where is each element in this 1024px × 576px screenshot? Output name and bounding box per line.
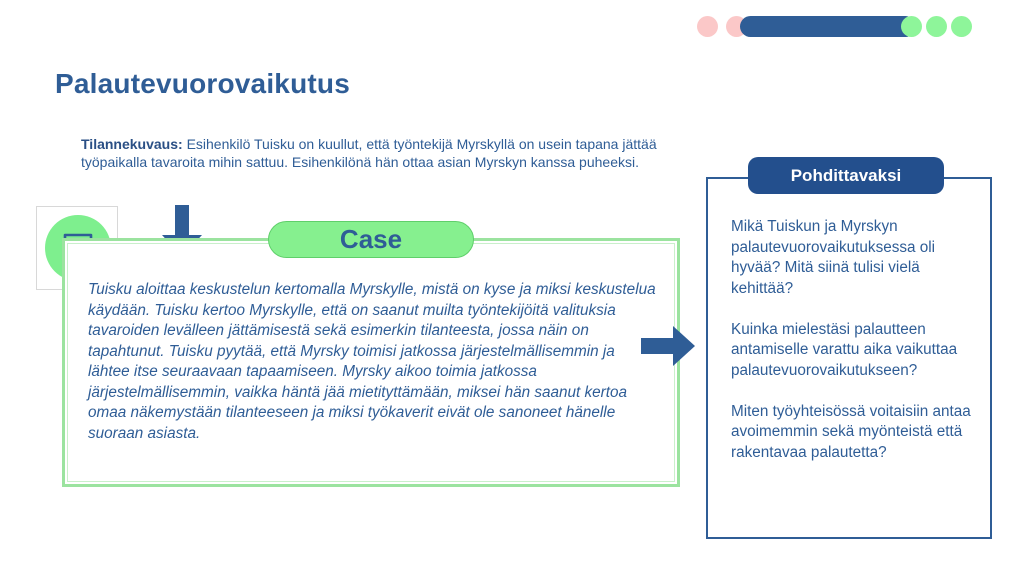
scenario-text: Esihenkilö Tuisku on kuullut, että työntekijä Myrskyllä on usein tapana jättää työpaikalla tavaroita mihin sattuu. Esihenkilönä hän ottaa asian Myrskyn kanssa puheeksi. <box>81 136 657 170</box>
page-title: Palautevuorovaikutus <box>55 68 350 99</box>
case-text: Tuisku aloittaa keskustelun kertomalla Myrskylle, mistä on kyse ja miksi keskustelua käydään. Tuisku kertoo Myrskylle, että on saanut muilta työntekijöitä valituksia tavaroiden levälleen jättämisestä sekä esimerkin tilanteesta, jossa näin on tapahtunut. Tuisku pyytää, että Myrsky toimisi jatkossa järjestelmällisemmin ja lähtee itse seuraavaan tapaamiseen. Myrsky aikoo toimia jatkossa järjestelmällisemmin, vaikka häntä jää mietityttämään, miksei hän saanut kertoa omaa näkemystään tilanteeseen ja miksi työkaverit eivät ole sanoneet hänelle suoraan asiasta. <box>88 281 656 442</box>
pink-dot-1 <box>697 16 718 37</box>
scenario-label: Tilannekuvaus: <box>81 136 183 152</box>
reflection-question-2: Kuinka mielestäsi palautteen antamiselle varattu aika vaikuttaa palautevuorovaikutukseen? <box>731 320 958 379</box>
progress-bar <box>740 16 916 37</box>
green-dot-3 <box>951 16 972 37</box>
scenario-description <box>81 135 661 171</box>
case-label: Case <box>268 221 474 258</box>
slide-progress-decoration <box>697 16 977 38</box>
reflection-questions <box>731 217 976 484</box>
reflection-question-1: Mikä Tuiskun ja Myrskyn palautevuorovaikutuksessa oli hyvää? Mitä siinä tulisi vielä kehittää? <box>731 218 936 297</box>
green-dot-1 <box>901 16 922 37</box>
green-dot-2 <box>926 16 947 37</box>
reflection-label: Pohdittavaksi <box>748 157 944 194</box>
reflection-question-3: Miten työyhteisössä voitaisiin antaa avoimemmin sekä myönteistä että rakentavaa palautetta? <box>731 402 971 461</box>
